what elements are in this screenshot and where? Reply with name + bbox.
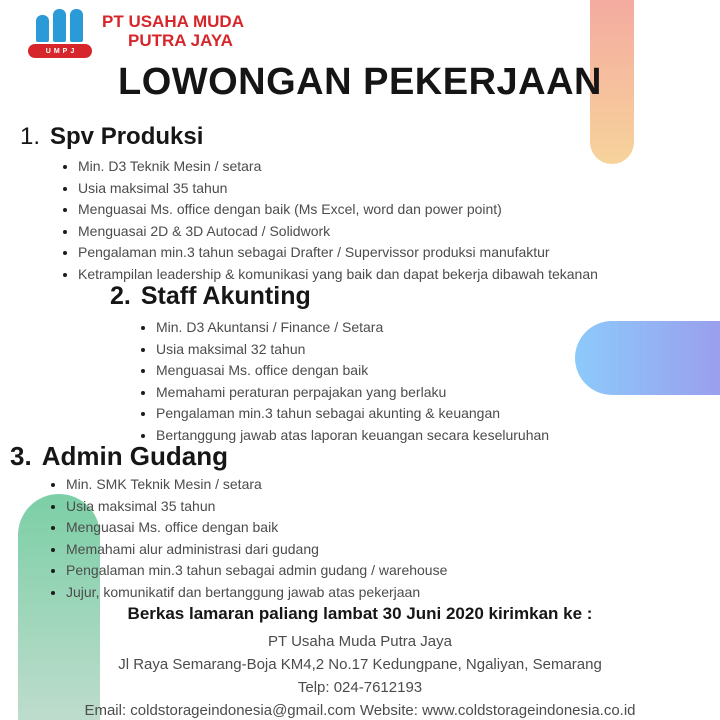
company-logo (28, 9, 92, 58)
requirement-item: • Min. D3 Teknik Mesin / setara (78, 156, 598, 178)
poster-title: LOWONGAN PEKERJAAN (117, 61, 603, 103)
footer-email-website: Email: coldstorageindonesia@gmail.com Website: www.coldstorageindonesia.co.id (84, 702, 636, 719)
job-number: 3. (10, 441, 32, 471)
application-deadline: Berkas lamaran paliang lambat 30 Juni 2020 kirimkan ke : (127, 604, 593, 623)
company-name-header (102, 12, 244, 50)
logo-bar-icon (36, 15, 49, 42)
requirement-item: • Usia maksimal 32 tahun (156, 339, 549, 361)
requirement-item: • Memahami peraturan perpajakan yang berlaku (156, 382, 549, 404)
job-heading (20, 122, 598, 152)
job-section-spv-produksi (20, 122, 598, 285)
footer-company-name: PT Usaha Muda Putra Jaya (268, 633, 452, 650)
job-heading (10, 440, 447, 473)
job-number: 2. (110, 282, 131, 310)
requirement-item: • Pengalaman min.3 tahun sebagai akunting & keuangan (156, 403, 549, 425)
requirement-item: • Jujur, komunikatif dan bertanggung jawab atas pekerjaan (66, 582, 447, 604)
logo-monogram-text: UMPJ (28, 44, 92, 58)
company-name-line2: PUTRA JAYA (128, 31, 233, 50)
blue-gradient-pill (575, 321, 720, 395)
job-section-staff-akunting (110, 280, 549, 446)
requirement-item: • Usia maksimal 35 tahun (78, 178, 598, 200)
requirement-item: • Menguasai 2D & 3D Autocad / Solidwork (78, 221, 598, 243)
job-title: Spv Produksi (50, 123, 204, 150)
requirement-item: • Bertanggung jawab atas laporan keuangan secara keseluruhan (156, 425, 549, 447)
footer-address: Jl Raya Semarang-Boja KM4,2 No.17 Kedungpane, Ngaliyan, Semarang (118, 656, 602, 673)
requirement-item: • Pengalaman min.3 tahun sebagai admin gudang / warehouse (66, 560, 447, 582)
logo-monogram-icon (36, 9, 92, 42)
logo-bar-icon (53, 9, 66, 42)
requirement-item: • Menguasai Ms. office dengan baik (66, 517, 447, 539)
job-section-admin-gudang (10, 440, 447, 603)
job-title: Staff Akunting (140, 282, 311, 310)
job-requirements-list (140, 317, 549, 446)
footer-phone: Telp: 024-7612193 (297, 679, 423, 696)
requirement-item: • Min. SMK Teknik Mesin / setara (66, 474, 447, 496)
job-number: 1. (20, 123, 41, 150)
requirement-item: • Pengalaman min.3 tahun sebagai Drafter / Supervissor produksi manufaktur (78, 242, 598, 264)
requirement-item: • Memahami alur administrasi dari gudang (66, 539, 447, 561)
contact-footer (0, 602, 720, 720)
requirement-item: • Min. D3 Akuntansi / Finance / Setara (156, 317, 549, 339)
requirement-item: • Usia maksimal 35 tahun (66, 496, 447, 518)
job-heading (110, 280, 549, 312)
job-title: Admin Gudang (41, 441, 229, 471)
requirement-item: • Ketrampilan leadership & komunikasi yang baik dan dapat bekerja dibawah tekanan (78, 264, 598, 286)
requirement-item: • Menguasai Ms. office dengan baik (156, 360, 549, 382)
logo-bar-icon (70, 9, 83, 42)
job-requirements-list (62, 156, 598, 285)
requirement-item: • Menguasai Ms. office dengan baik (Ms Excel, word dan power point) (78, 199, 598, 221)
company-name-line1: PT USAHA MUDA (102, 12, 244, 31)
job-requirements-list (50, 474, 447, 603)
